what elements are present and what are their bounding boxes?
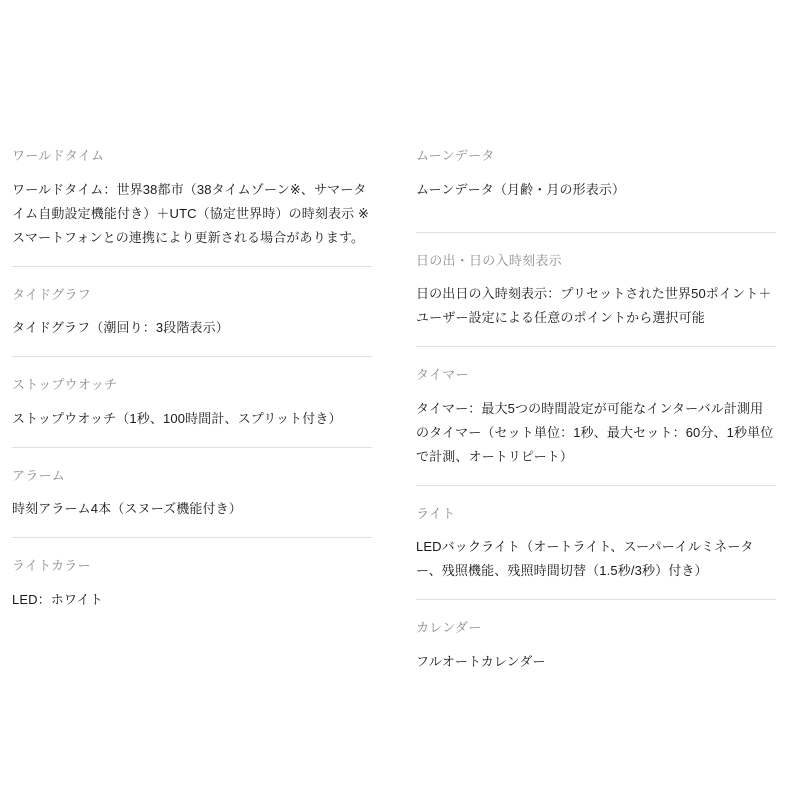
spec-desc-world-time: ワールドタイム：世界38都市（38タイムゾーン※、サマータイム自動設定機能付き）＋UTC（協定世界時）の時刻表示 ※ スマートフォンとの連携により更新される場合があります。 [12, 181, 369, 245]
spec-column-right [404, 128, 800, 690]
spec-term-world-time: ワールドタイム [12, 148, 105, 163]
spec-item-world-time [12, 128, 372, 267]
spec-item-light-color [12, 538, 372, 628]
spec-term-timer: タイマー [416, 367, 469, 383]
spec-desc-calendar: フルオートカレンダー [416, 653, 546, 669]
spec-item-light [416, 486, 776, 601]
spec-item-tide-graph [12, 267, 372, 358]
spec-term-moon-data: ムーンデータ [416, 148, 495, 163]
spec-desc-stopwatch: ストップウオッチ（1秒、100時間計、スプリット付き） [12, 410, 342, 426]
spec-item-sunrise-sunset [416, 233, 776, 348]
spacer [416, 202, 776, 216]
spec-column-left [0, 128, 396, 690]
spec-item-alarm [12, 448, 372, 539]
spec-term-light-color: ライトカラー [12, 558, 91, 574]
spec-term-tide-graph: タイドグラフ [12, 286, 92, 302]
specification-grid [0, 128, 800, 690]
spec-term-sunrise-sunset: 日の出・日の入時刻表示 [416, 252, 562, 268]
spec-term-light: ライト [416, 505, 456, 521]
spec-term-alarm: アラーム [12, 467, 66, 483]
spec-desc-moon-data: ムーンデータ（月齢・月の形表示） [416, 181, 626, 197]
spec-item-timer [416, 347, 776, 486]
spec-desc-light: LEDバックライト（オートライト、スーパーイルミネーター、残照機能、残照時間切替（1.5秒/3秒）付き） [416, 539, 754, 579]
spec-desc-light-color: LED：ホワイト [12, 591, 103, 607]
spec-item-calendar [416, 600, 776, 690]
spec-desc-timer: タイマー：最大5つの時間設定が可能なインターバル計測用のタイマー（セット単位：1秒、最大セット：60分、1秒単位で計測、オートリピート） [416, 400, 774, 464]
spec-term-stopwatch: ストップウオッチ [12, 377, 118, 393]
spec-item-stopwatch [12, 357, 372, 448]
spec-desc-alarm: 時刻アラーム4本（スヌーズ機能付き） [12, 501, 242, 517]
spec-desc-tide-graph: タイドグラフ（潮回り：3段階表示） [12, 320, 229, 336]
spec-term-calendar: カレンダー [416, 620, 482, 636]
spec-item-moon-data [416, 128, 776, 233]
spec-desc-sunrise-sunset: 日の出日の入時刻表示：プリセットされた世界50ポイント＋ユーザー設定による任意のポイントから選択可能 [416, 286, 772, 326]
